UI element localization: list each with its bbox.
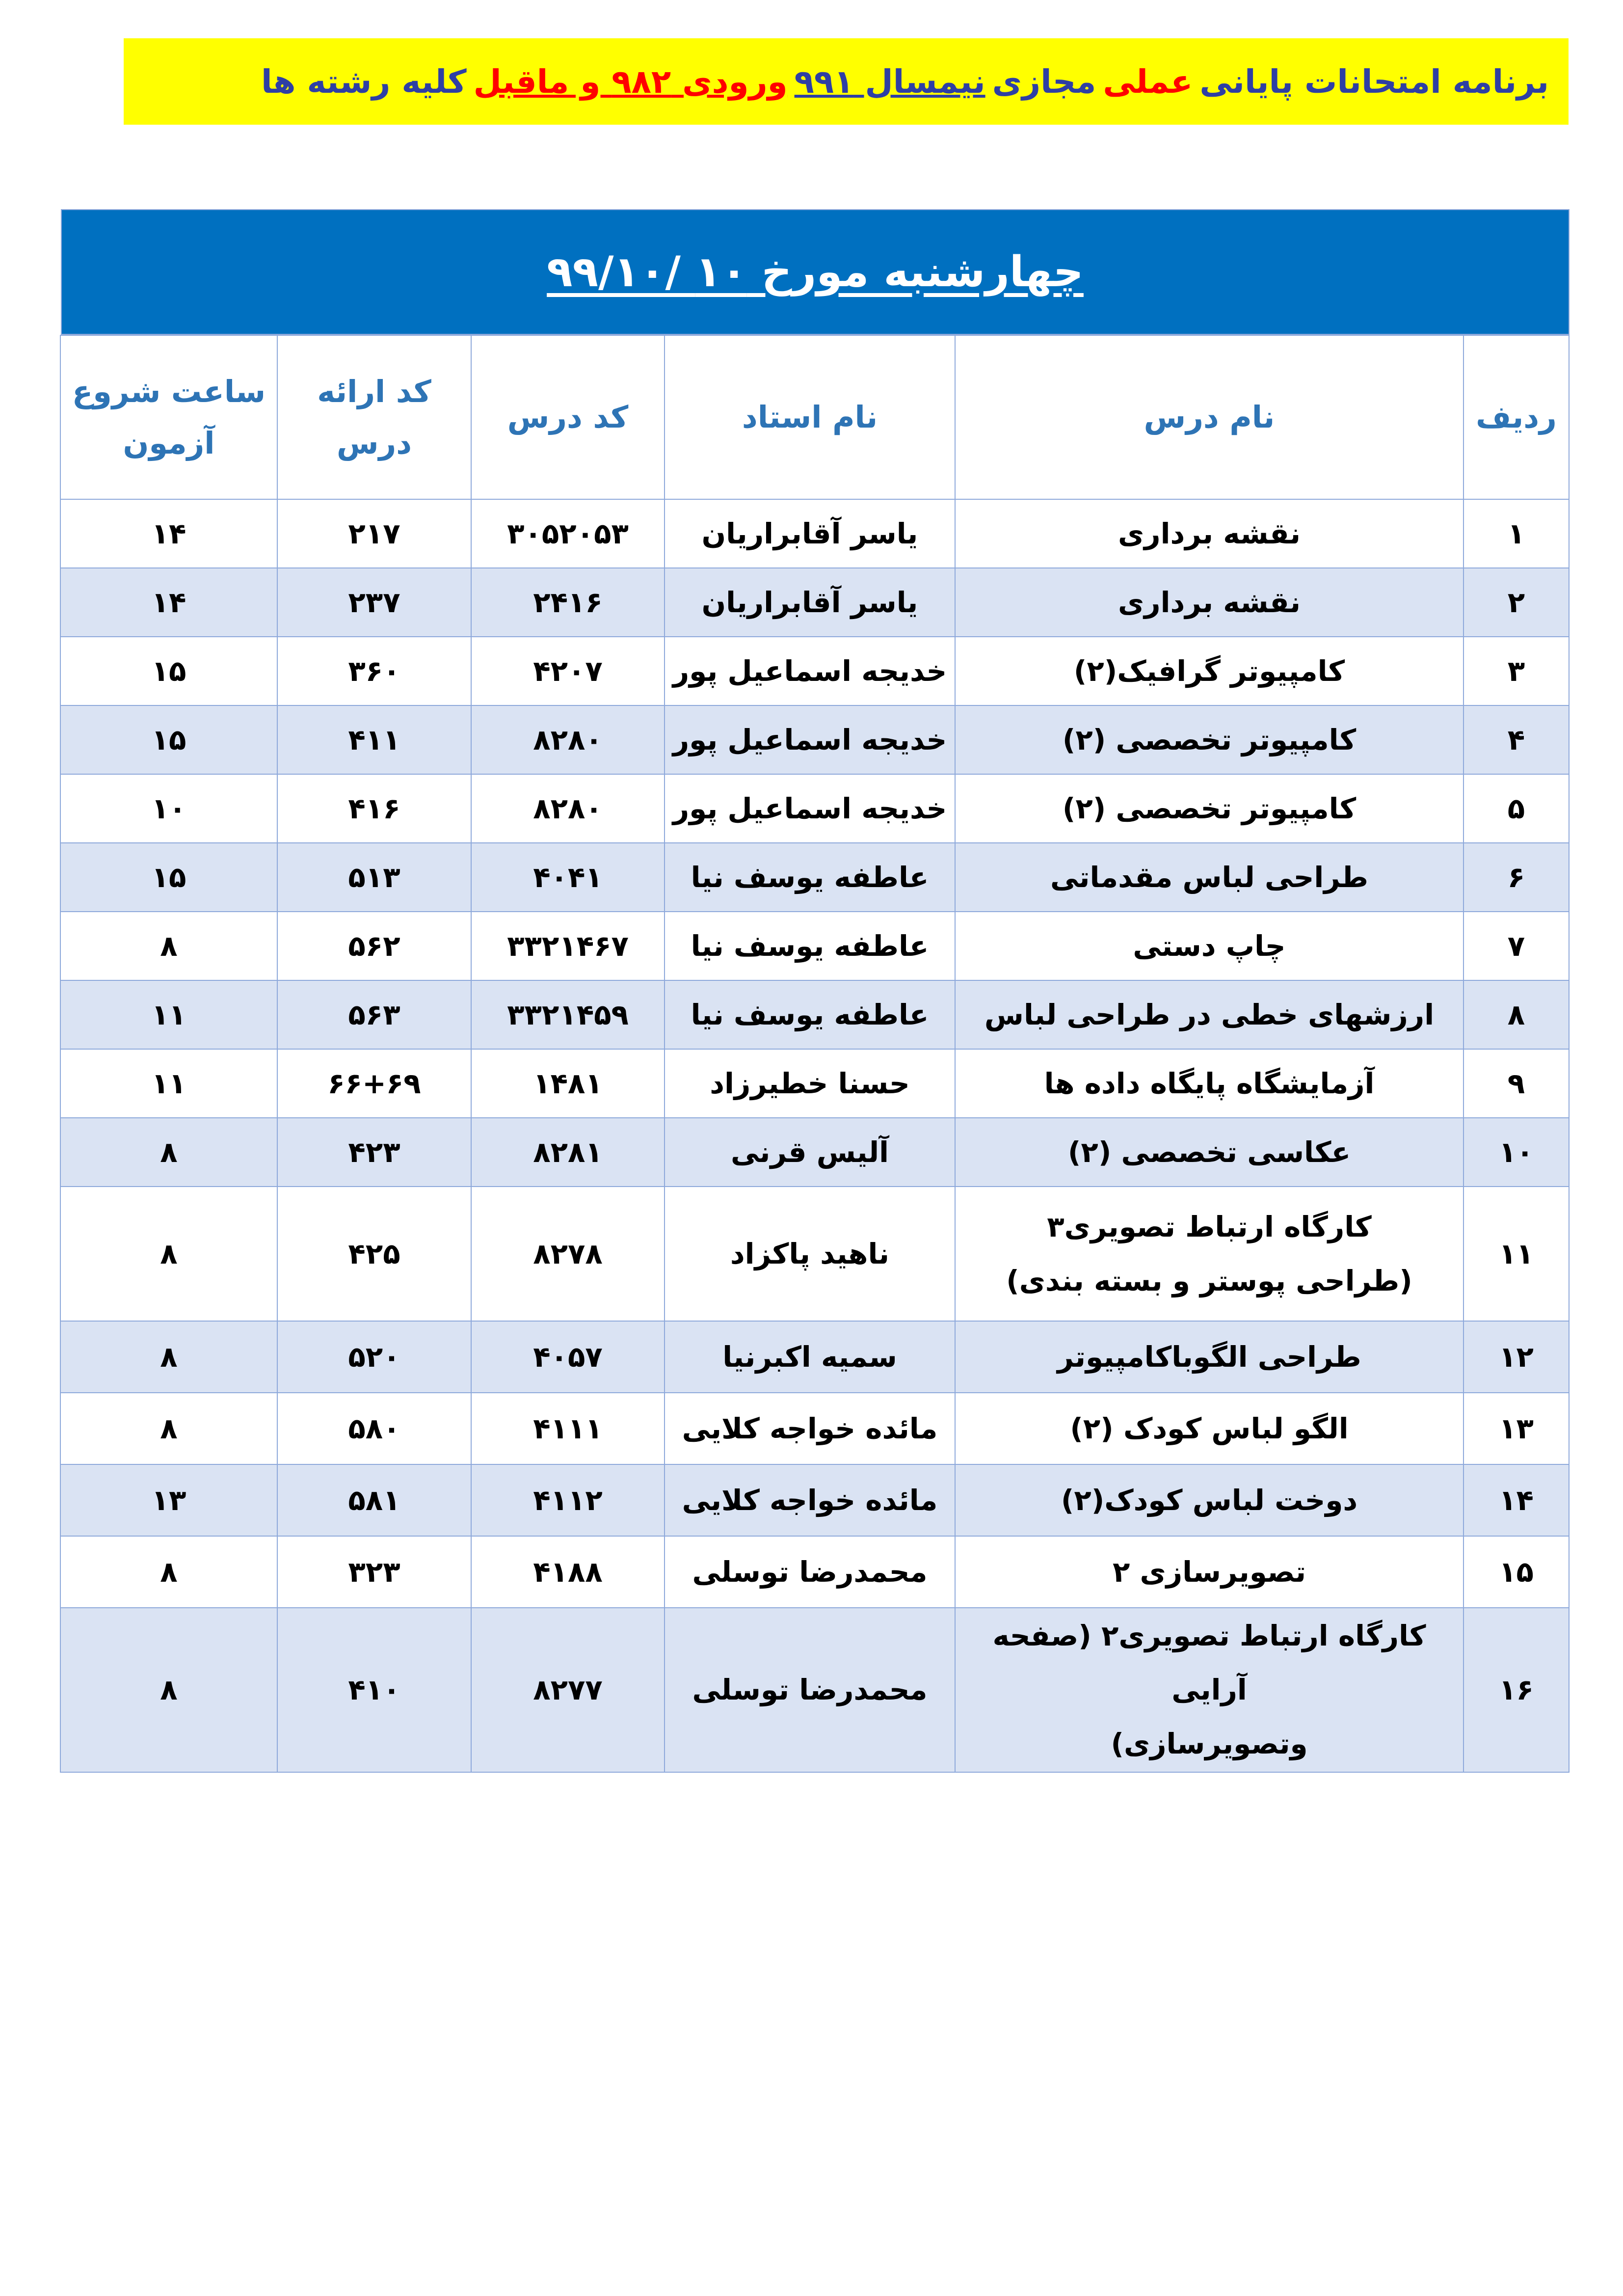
instructor-cell: مائده خواجه کلایی [665, 1464, 955, 1536]
start-time-cell: ۱۴ [60, 568, 277, 637]
offer-code-cell: ۴۱۱ [277, 705, 471, 774]
header-row-number: ردیف [1463, 335, 1569, 499]
course-name-cell: کامپیوتر گرافیک(۲) [955, 637, 1463, 705]
course-code-cell: ۳۰۵۲۰۵۳ [471, 499, 665, 568]
offer-code-cell: ۴۲۳ [277, 1118, 471, 1187]
course-name-cell: نقشه برداری [955, 499, 1463, 568]
row-number-cell: ۱۵ [1463, 1536, 1569, 1608]
start-time-cell: ۸ [60, 1321, 277, 1393]
course-code-cell: ۸۲۷۸ [471, 1187, 665, 1321]
table-header-row [60, 335, 1569, 499]
instructor-cell: سمیه اکبرنیا [665, 1321, 955, 1393]
start-time-cell: ۱۵ [60, 637, 277, 705]
row-number-cell: ۵ [1463, 774, 1569, 843]
banner-entry: ورودی ۹۸۲ و ماقبل [473, 62, 788, 101]
offer-code-cell: ۴۱۰ [277, 1608, 471, 1772]
row-number-cell: ۱۱ [1463, 1187, 1569, 1321]
table-row [60, 1536, 1569, 1608]
header-offer-code: کد ارائه درس [277, 335, 471, 499]
instructor-cell: ناهید پاکزاد [665, 1187, 955, 1321]
course-name-cell: کارگاه ارتباط تصویری۳ (طراحی پوستر و بسته بندی) [955, 1187, 1463, 1321]
table-row [60, 1393, 1569, 1464]
instructor-cell: آلیس قرنی [665, 1118, 955, 1187]
table-row [60, 1321, 1569, 1393]
course-code-cell: ۴۱۸۸ [471, 1536, 665, 1608]
course-name-cell: کامپیوتر تخصصی (۲) [955, 774, 1463, 843]
banner-title: برنامه امتحانات پایانی [1199, 62, 1549, 101]
header-instructor: نام استاد [665, 335, 955, 499]
start-time-cell: ۱۳ [60, 1464, 277, 1536]
header-course-code: کد درس [471, 335, 665, 499]
instructor-cell: خدیجه اسماعیل پور [665, 774, 955, 843]
header-start-time: ساعت شروع آزمون [60, 335, 277, 499]
instructor-cell: محمدرضا توسلی [665, 1536, 955, 1608]
table-row [60, 912, 1569, 980]
start-time-cell: ۸ [60, 1536, 277, 1608]
table-row [60, 843, 1569, 912]
banner-virtual: مجازی [992, 62, 1096, 101]
table-row [60, 1187, 1569, 1321]
course-code-cell: ۴۱۱۱ [471, 1393, 665, 1464]
offer-code-cell: ۲۳۷ [277, 568, 471, 637]
offer-code-cell: ۵۲۰ [277, 1321, 471, 1393]
table-row [60, 637, 1569, 705]
offer-code-cell: ۵۶۲ [277, 912, 471, 980]
course-code-cell: ۸۲۸۰ [471, 705, 665, 774]
course-name-cell: دوخت لباس کودک(۲) [955, 1464, 1463, 1536]
course-code-cell: ۴۲۰۷ [471, 637, 665, 705]
course-name-cell: کارگاه ارتباط تصویری۲ (صفحه آرایی وتصویرسازی) [955, 1608, 1463, 1772]
offer-code-cell: ۲۱۷ [277, 499, 471, 568]
header-course-name: نام درس [955, 335, 1463, 499]
banner-practical: عملی [1103, 62, 1193, 101]
start-time-cell: ۱۱ [60, 980, 277, 1049]
row-number-cell: ۶ [1463, 843, 1569, 912]
course-name-cell: ارزشهای خطی در طراحی لباس [955, 980, 1463, 1049]
course-name-cell: الگو لباس کودک (۲) [955, 1393, 1463, 1464]
banner-semester: نیمسال ۹۹۱ [794, 62, 985, 101]
offer-code-cell: ۵۸۰ [277, 1393, 471, 1464]
start-time-cell: ۸ [60, 912, 277, 980]
row-number-cell: ۲ [1463, 568, 1569, 637]
course-code-cell: ۸۲۷۷ [471, 1608, 665, 1772]
course-name-cell: چاپ دستی [955, 912, 1463, 980]
offer-code-cell: ۵۱۳ [277, 843, 471, 912]
row-number-cell: ۴ [1463, 705, 1569, 774]
page-banner [124, 38, 1569, 125]
table-row [60, 705, 1569, 774]
offer-code-cell: ۵۸۱ [277, 1464, 471, 1536]
offer-code-cell: ۶۶+۶۹ [277, 1049, 471, 1118]
start-time-cell: ۱۵ [60, 843, 277, 912]
course-code-cell: ۴۱۱۲ [471, 1464, 665, 1536]
offer-code-cell: ۴۲۵ [277, 1187, 471, 1321]
instructor-cell: حسنا خطیرزاد [665, 1049, 955, 1118]
start-time-cell: ۱۴ [60, 499, 277, 568]
instructor-cell: خدیجه اسماعیل پور [665, 637, 955, 705]
date-header [61, 209, 1570, 335]
course-name-cell: عکاسی تخصصی (۲) [955, 1118, 1463, 1187]
date-title: چهارشنبه مورخ ۱۰ /۹۹/۱۰ [547, 247, 1084, 297]
exam-schedule [61, 209, 1570, 1773]
course-name-cell: کامپیوتر تخصصی (۲) [955, 705, 1463, 774]
instructor-cell: یاسر آقابراریان [665, 568, 955, 637]
row-number-cell: ۸ [1463, 980, 1569, 1049]
table-row [60, 980, 1569, 1049]
banner-all-majors: کلیه رشته ها [261, 62, 467, 101]
table-row [60, 1464, 1569, 1536]
course-name-cell: طراحی لباس مقدماتی [955, 843, 1463, 912]
course-code-cell: ۱۴۸۱ [471, 1049, 665, 1118]
offer-code-cell: ۴۱۶ [277, 774, 471, 843]
instructor-cell: خدیجه اسماعیل پور [665, 705, 955, 774]
table-row [60, 1608, 1569, 1772]
row-number-cell: ۱۶ [1463, 1608, 1569, 1772]
course-code-cell: ۸۲۸۰ [471, 774, 665, 843]
instructor-cell: عاطفه یوسف نیا [665, 912, 955, 980]
row-number-cell: ۹ [1463, 1049, 1569, 1118]
start-time-cell: ۸ [60, 1118, 277, 1187]
course-name-cell: آزمایشگاه پایگاه داده ها [955, 1049, 1463, 1118]
course-name-cell: تصویرسازی ۲ [955, 1536, 1463, 1608]
start-time-cell: ۱۰ [60, 774, 277, 843]
row-number-cell: ۳ [1463, 637, 1569, 705]
table-row [60, 774, 1569, 843]
course-code-cell: ۴۰۴۱ [471, 843, 665, 912]
start-time-cell: ۸ [60, 1187, 277, 1321]
start-time-cell: ۱۵ [60, 705, 277, 774]
row-number-cell: ۱۳ [1463, 1393, 1569, 1464]
course-code-cell: ۴۰۵۷ [471, 1321, 665, 1393]
row-number-cell: ۷ [1463, 912, 1569, 980]
instructor-cell: عاطفه یوسف نیا [665, 843, 955, 912]
course-name-cell: طراحی الگوباکامپیوتر [955, 1321, 1463, 1393]
row-number-cell: ۱ [1463, 499, 1569, 568]
instructor-cell: مائده خواجه کلایی [665, 1393, 955, 1464]
offer-code-cell: ۳۶۰ [277, 637, 471, 705]
course-code-cell: ۳۳۲۱۴۶۷ [471, 912, 665, 980]
table-row [60, 1118, 1569, 1187]
instructor-cell: محمدرضا توسلی [665, 1608, 955, 1772]
start-time-cell: ۸ [60, 1393, 277, 1464]
start-time-cell: ۱۱ [60, 1049, 277, 1118]
course-code-cell: ۳۳۲۱۴۵۹ [471, 980, 665, 1049]
course-name-cell: نقشه برداری [955, 568, 1463, 637]
exam-table [60, 335, 1570, 1773]
row-number-cell: ۱۰ [1463, 1118, 1569, 1187]
offer-code-cell: ۵۶۳ [277, 980, 471, 1049]
start-time-cell: ۸ [60, 1608, 277, 1772]
course-code-cell: ۲۴۱۶ [471, 568, 665, 637]
table-row [60, 568, 1569, 637]
course-code-cell: ۸۲۸۱ [471, 1118, 665, 1187]
table-row [60, 1049, 1569, 1118]
row-number-cell: ۱۴ [1463, 1464, 1569, 1536]
instructor-cell: عاطفه یوسف نیا [665, 980, 955, 1049]
instructor-cell: یاسر آقابراریان [665, 499, 955, 568]
table-row [60, 499, 1569, 568]
row-number-cell: ۱۲ [1463, 1321, 1569, 1393]
offer-code-cell: ۳۲۳ [277, 1536, 471, 1608]
